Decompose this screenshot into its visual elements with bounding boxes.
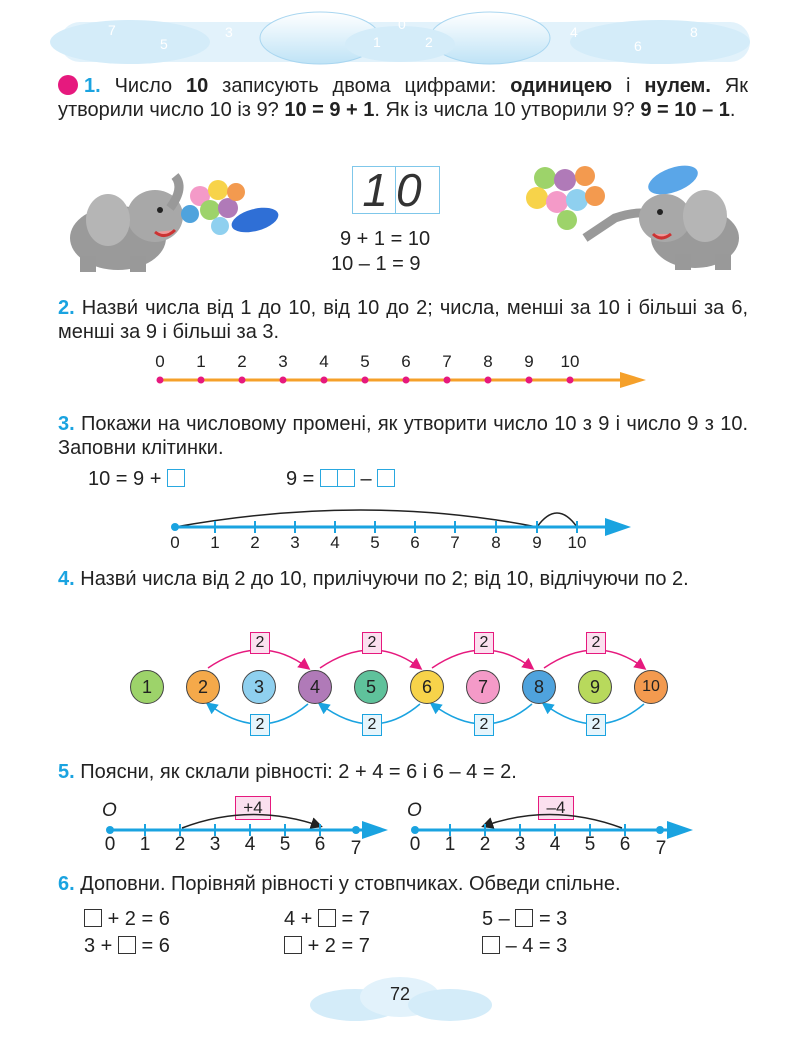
step-label-plus: 2 xyxy=(474,632,494,654)
equation-row xyxy=(84,933,170,960)
minus-four-label: –4 xyxy=(538,796,574,820)
elephant-left-illustration xyxy=(60,168,280,276)
cloud-digit: 0 xyxy=(398,16,406,32)
tick-label: 4 xyxy=(319,352,329,371)
eq-text: 10 = 9 + xyxy=(88,468,162,490)
digit-writing-box xyxy=(352,166,440,214)
eq-text: = 7 xyxy=(341,908,370,930)
task1-number: 1. xyxy=(84,75,101,97)
task1-text xyxy=(58,74,748,122)
equation-10-minus-1: 10 – 1 = 9 xyxy=(331,253,421,275)
number-circle: 8 xyxy=(522,670,556,704)
tick-label: 7 xyxy=(442,352,452,371)
eq-text: 3 + xyxy=(84,935,113,957)
step-label-plus: 2 xyxy=(586,632,606,654)
tick-label: 3 xyxy=(290,533,300,552)
number-circle: 7 xyxy=(466,670,500,704)
tick-label: 7 xyxy=(655,838,667,859)
number-circle: 9 xyxy=(578,670,612,704)
number-circle: 4 xyxy=(298,670,332,704)
bold-span: одиницею xyxy=(510,75,613,97)
tick-label: 8 xyxy=(483,352,493,371)
task6-number: 6. xyxy=(58,873,75,895)
tick-label: 9 xyxy=(524,352,534,371)
eq-text: 9 = xyxy=(286,468,315,490)
tick-label: 5 xyxy=(279,834,291,855)
tick-label: 6 xyxy=(410,533,420,552)
tick-label: 8 xyxy=(491,533,501,552)
equation-row xyxy=(482,906,567,933)
task6-body: Доповни. Порівняй рівності у стовпчиках. Обведи спільне. xyxy=(80,873,621,895)
task2-number-line xyxy=(150,370,650,390)
cloud-digit: 2 xyxy=(425,34,433,50)
tick-label: 1 xyxy=(210,533,220,552)
equation-9-plus-1: 9 + 1 = 10 xyxy=(340,228,431,250)
equation-row xyxy=(284,906,370,933)
tick-label: 1 xyxy=(196,352,206,371)
cloud-digit: 7 xyxy=(108,22,116,38)
task2-text xyxy=(58,296,748,344)
bold-span: 10 xyxy=(186,75,209,97)
answer-cell[interactable] xyxy=(377,469,395,487)
answer-cell[interactable] xyxy=(318,909,336,927)
number-circle: 6 xyxy=(410,670,444,704)
tick-label: 2 xyxy=(479,834,491,855)
answer-cell[interactable] xyxy=(337,469,355,487)
task3-equation-left xyxy=(88,468,185,491)
eq-text: – 4 = 3 xyxy=(505,935,568,957)
eq-text: 4 + xyxy=(284,908,313,930)
step-label-minus: 2 xyxy=(250,714,270,736)
cloud-digit: 3 xyxy=(225,24,233,40)
task6-column-3 xyxy=(482,906,567,960)
tick-label: 0 xyxy=(155,352,165,371)
tick-label: 2 xyxy=(250,533,260,552)
tick-label: 9 xyxy=(532,533,542,552)
tick-label: 2 xyxy=(237,352,247,371)
tick-label: 4 xyxy=(244,834,256,855)
tick-label: 1 xyxy=(444,834,456,855)
bold-span: 10 = 9 + 1 xyxy=(284,99,375,121)
answer-cell[interactable] xyxy=(84,909,102,927)
number-circle: 1 xyxy=(130,670,164,704)
text-span: записують двома цифрами: xyxy=(208,75,511,97)
origin-label-left: O xyxy=(102,800,117,821)
task5-text xyxy=(58,760,748,784)
tick-label: 3 xyxy=(514,834,526,855)
task4-body: Назви́ числа від 2 до 10, прилічуючи по 2; від 10, відлічуючи по 2. xyxy=(80,568,689,590)
cloud-digit: 4 xyxy=(570,24,578,40)
tick-label: 5 xyxy=(360,352,370,371)
equation-row xyxy=(84,906,170,933)
digit-ten: 10 xyxy=(362,164,430,216)
tick-label: 0 xyxy=(170,533,180,552)
answer-cell[interactable] xyxy=(320,469,338,487)
answer-cell[interactable] xyxy=(118,936,136,954)
elephant-right-illustration xyxy=(515,158,745,273)
step-label-plus: 2 xyxy=(362,632,382,654)
eq-text: = 6 xyxy=(141,935,170,957)
number-circle: 3 xyxy=(242,670,276,704)
task4-number: 4. xyxy=(58,568,75,590)
tick-label: 10 xyxy=(560,352,580,371)
eq-text: – xyxy=(360,468,372,490)
tick-label: 6 xyxy=(619,834,631,855)
task3-number: 3. xyxy=(58,413,75,435)
tick-label: 4 xyxy=(549,834,561,855)
step-label-minus: 2 xyxy=(474,714,494,736)
tick-label: 5 xyxy=(584,834,596,855)
tick-label: 1 xyxy=(139,834,151,855)
number-circle: 5 xyxy=(354,670,388,704)
cloud-digit: 5 xyxy=(160,36,168,52)
tick-label: 4 xyxy=(330,533,340,552)
eq-text: = 3 xyxy=(538,908,568,930)
cloud-digit: 1 xyxy=(373,34,381,50)
text-span: Як утворили число 10 із 9? xyxy=(58,75,749,121)
answer-cell[interactable] xyxy=(167,469,185,487)
answer-cell[interactable] xyxy=(284,936,302,954)
task3-body: Покажи на числовому промені, як утворити число 10 з 9 і число 9 з 10. Заповни клітинки. xyxy=(58,413,748,459)
task6-text xyxy=(58,872,748,896)
header-clouds xyxy=(0,0,800,70)
step-label-plus: 2 xyxy=(250,632,270,654)
text-span: . Як із числа 10 утворили 9? xyxy=(374,99,641,121)
tick-label: 3 xyxy=(278,352,288,371)
eq-text: + 2 = 7 xyxy=(307,935,370,957)
task3-equation-right xyxy=(286,468,395,491)
equation-row xyxy=(284,933,370,960)
task2-body: Назви́ числа від 1 до 10, від 10 до 2; числа, менші за 10 і більші за 6, менші за 9 і більші за 3. xyxy=(58,297,748,343)
step-label-minus: 2 xyxy=(362,714,382,736)
tick-label: 3 xyxy=(209,834,221,855)
cloud-digit: 6 xyxy=(634,38,642,54)
tick-label: 10 xyxy=(567,533,587,552)
tick-label: 7 xyxy=(350,838,362,859)
tick-label: 5 xyxy=(370,533,380,552)
cloud-digit: 8 xyxy=(690,24,698,40)
tick-label: 6 xyxy=(401,352,411,371)
answer-cell[interactable] xyxy=(515,909,533,927)
text-span: Число xyxy=(114,75,187,97)
number-circle: 10 xyxy=(634,670,668,704)
answer-cell[interactable] xyxy=(482,936,500,954)
text-span: і xyxy=(612,75,645,97)
task2-number: 2. xyxy=(58,297,75,319)
tick-label: 7 xyxy=(450,533,460,552)
step-label-minus: 2 xyxy=(586,714,606,736)
bold-span: нулем. xyxy=(644,75,711,97)
tick-label: 0 xyxy=(104,834,116,855)
origin-label-right: O xyxy=(407,800,422,821)
task3-text xyxy=(58,412,748,460)
text-span: . xyxy=(729,99,736,121)
task5-body: Поясни, як склали рівності: 2 + 4 = 6 і 6 – 4 = 2. xyxy=(80,761,517,783)
plus-four-label: +4 xyxy=(235,796,271,820)
task5-number: 5. xyxy=(58,761,75,783)
number-circle: 2 xyxy=(186,670,220,704)
bold-span: 9 = 10 – 1 xyxy=(640,99,730,121)
task4-text xyxy=(58,567,748,591)
task6-column-1 xyxy=(84,906,170,960)
equation-row xyxy=(482,933,567,960)
tick-label: 2 xyxy=(174,834,186,855)
tick-label: 6 xyxy=(314,834,326,855)
page-number: 72 xyxy=(389,984,411,1004)
pink-dot-icon xyxy=(58,75,78,95)
tick-label: 0 xyxy=(409,834,421,855)
eq-text: + 2 = 6 xyxy=(107,908,170,930)
task6-column-2 xyxy=(284,906,370,960)
eq-text: 5 – xyxy=(482,908,510,930)
